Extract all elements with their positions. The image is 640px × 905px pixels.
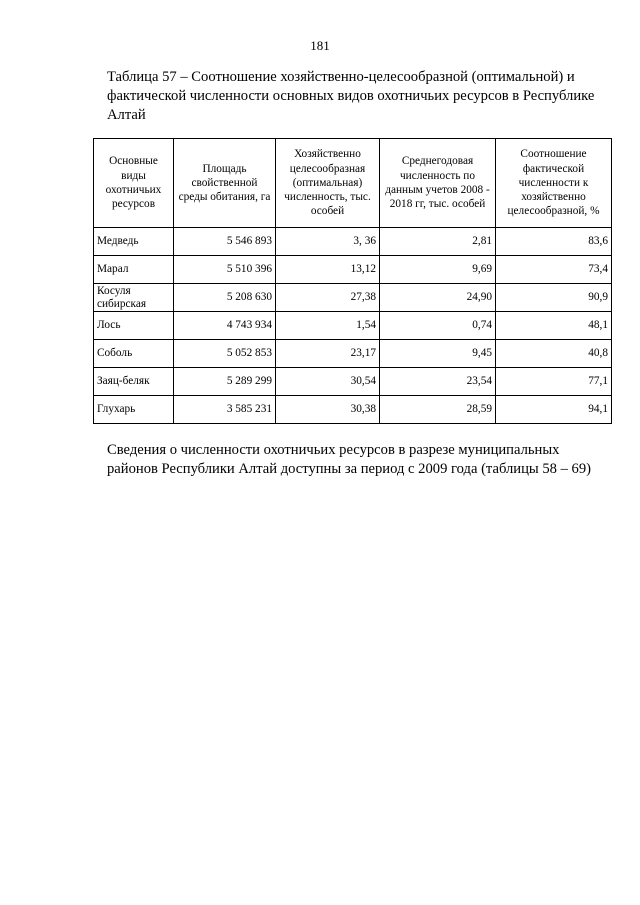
column-header: Основные виды охотничьих ресурсов xyxy=(94,139,174,228)
average-number-cell: 9,45 xyxy=(380,340,496,368)
column-header: Соотношение фактической численности к хозяйственно целесообразной, % xyxy=(496,139,612,228)
habitat-area-cell: 5 546 893 xyxy=(174,228,276,256)
average-number-cell: 9,69 xyxy=(380,256,496,284)
average-number-cell: 0,74 xyxy=(380,312,496,340)
ratio-cell: 90,9 xyxy=(496,284,612,312)
optimal-number-cell: 13,12 xyxy=(276,256,380,284)
table-header-row xyxy=(94,139,612,228)
habitat-area-cell: 5 052 853 xyxy=(174,340,276,368)
average-number-cell: 23,54 xyxy=(380,368,496,396)
table-row xyxy=(94,368,612,396)
optimal-number-cell: 1,54 xyxy=(276,312,380,340)
table-row xyxy=(94,340,612,368)
optimal-number-cell: 27,38 xyxy=(276,284,380,312)
average-number-cell: 24,90 xyxy=(380,284,496,312)
ratio-cell: 83,6 xyxy=(496,228,612,256)
species-cell: Медведь xyxy=(94,228,174,256)
optimal-number-cell: 30,54 xyxy=(276,368,380,396)
column-header: Среднегодовая численность по данным учетов 2008 - 2018 гг, тыс. особей xyxy=(380,139,496,228)
ratio-cell: 77,1 xyxy=(496,368,612,396)
species-cell: Косуля сибирская xyxy=(94,284,174,312)
page-number: 181 xyxy=(310,38,330,53)
habitat-area-cell: 4 743 934 xyxy=(174,312,276,340)
table-caption: Таблица 57 – Соотношение хозяйственно-целесообразной (оптимальной) и фактической численности основных видов охотничьих ресурсов в Республике Алтай xyxy=(107,69,595,123)
species-cell: Лось xyxy=(94,312,174,340)
habitat-area-cell: 5 510 396 xyxy=(174,256,276,284)
species-cell: Заяц-беляк xyxy=(94,368,174,396)
habitat-area-cell: 3 585 231 xyxy=(174,396,276,424)
table-row xyxy=(94,228,612,256)
ratio-cell: 40,8 xyxy=(496,340,612,368)
species-cell: Глухарь xyxy=(94,396,174,424)
ratio-cell: 73,4 xyxy=(496,256,612,284)
optimal-number-cell: 23,17 xyxy=(276,340,380,368)
ratio-cell: 48,1 xyxy=(496,312,612,340)
average-number-cell: 28,59 xyxy=(380,396,496,424)
column-header: Хозяйственно целесообразная (оптимальная) численность, тыс. особей xyxy=(276,139,380,228)
table-row xyxy=(94,284,612,312)
data-table xyxy=(93,138,612,424)
column-header: Площадь свойственной среды обитания, га xyxy=(174,139,276,228)
ratio-cell: 94,1 xyxy=(496,396,612,424)
habitat-area-cell: 5 289 299 xyxy=(174,368,276,396)
table-row xyxy=(94,256,612,284)
habitat-area-cell: 5 208 630 xyxy=(174,284,276,312)
optimal-number-cell: 30,38 xyxy=(276,396,380,424)
optimal-number-cell: 3, 36 xyxy=(276,228,380,256)
table-row xyxy=(94,396,612,424)
average-number-cell: 2,81 xyxy=(380,228,496,256)
table-row xyxy=(94,312,612,340)
species-cell: Марал xyxy=(94,256,174,284)
species-cell: Соболь xyxy=(94,340,174,368)
body-paragraph: Сведения о численности охотничьих ресурсов в разрезе муниципальных районов Республики Алтай доступны за период с 2009 года (таблицы 58 – 69) xyxy=(107,442,592,477)
